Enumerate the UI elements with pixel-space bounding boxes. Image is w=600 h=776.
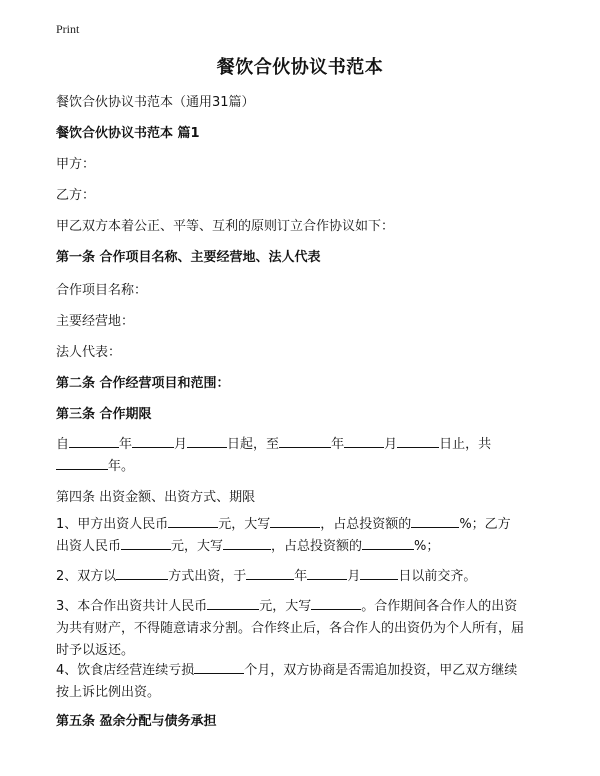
blank-field	[397, 434, 439, 448]
clause-2-text: 月	[347, 569, 361, 584]
clause-1	[56, 514, 561, 558]
clause-1-text: %；乙方	[459, 517, 511, 532]
main-place-line: 主要经营地：	[56, 314, 135, 329]
blank-field	[207, 596, 259, 610]
clause-3	[56, 596, 561, 662]
clause-2-text: 日以前交齐。	[398, 569, 477, 584]
term-month: 月	[174, 437, 188, 452]
blank-field	[246, 566, 294, 580]
blank-field	[116, 566, 168, 580]
legal-rep-line: 法人代表：	[56, 345, 122, 360]
clause-1-text: 出资人民币	[56, 539, 122, 554]
section-title: 餐饮合伙协议书范本 篇1	[56, 126, 200, 141]
clause-3-text: 为共有财产，不得随意请求分割。合作终止后，各合作人的出资仍为个人所有，届	[56, 621, 525, 636]
blank-field	[360, 566, 398, 580]
clause-1-text: 1、甲方出资人民币	[56, 517, 169, 532]
clause-1-text: 元，大写	[171, 539, 224, 554]
article-5-title: 第五条 盈余分配与债务承担	[56, 714, 217, 729]
term-month-2: 月	[384, 437, 398, 452]
clause-2-text: 2、双方以	[56, 569, 117, 584]
article-2-title: 第二条 合作经营项目和范围：	[56, 376, 230, 391]
term-from: 自	[56, 437, 70, 452]
clause-1-text: ，占总投资额的	[271, 539, 363, 554]
blank-field	[69, 434, 119, 448]
clause-4-text: 按上诉比例出资。	[56, 685, 161, 700]
blank-field	[307, 566, 347, 580]
article-3-title: 第三条 合作期限	[56, 407, 152, 422]
clause-4-text: 4、饮食店经营连续亏损	[56, 663, 195, 678]
term-years: 年。	[108, 459, 135, 474]
blank-field	[223, 536, 271, 550]
blank-field	[344, 434, 384, 448]
term-day-end: 日止，共	[439, 437, 492, 452]
document-subtitle: 餐饮合伙协议书范本（通用31篇）	[56, 95, 255, 110]
print-label: Print	[56, 22, 80, 36]
clause-1-text: ，占总投资额的	[320, 517, 412, 532]
intro-text: 甲乙双方本着公正、平等、互利的原则订立合作协议如下：	[56, 219, 395, 234]
blank-field	[411, 514, 459, 528]
blank-field	[168, 514, 218, 528]
article-1-title: 第一条 合作项目名称、主要经营地、法人代表	[56, 250, 321, 265]
blank-field	[279, 434, 331, 448]
clause-1-text: 元，大写	[218, 517, 271, 532]
blank-field	[194, 660, 244, 674]
blank-field	[132, 434, 174, 448]
term-year: 年	[119, 437, 133, 452]
blank-field	[187, 434, 227, 448]
term-day-start: 日起，至	[227, 437, 280, 452]
term-clause	[56, 434, 561, 478]
clause-1-text: %；	[414, 539, 440, 554]
clause-2	[56, 566, 561, 588]
term-year-2: 年	[331, 437, 345, 452]
blank-field	[362, 536, 414, 550]
project-name-line: 合作项目名称：	[56, 283, 148, 298]
clause-3-text: 时予以返还。	[56, 643, 135, 658]
clause-2-text: 年	[294, 569, 308, 584]
blank-field	[311, 596, 361, 610]
party-b-line: 乙方：	[56, 188, 96, 203]
clause-4-text: 个月，双方协商是否需追加投资，甲乙双方继续	[244, 663, 518, 678]
clause-3-text: 元，大写	[259, 599, 312, 614]
clause-4	[56, 660, 561, 704]
clause-2-text: 方式出资，于	[168, 569, 247, 584]
clause-3-text: 3、本合作出资共计人民币	[56, 599, 208, 614]
party-a-line: 甲方：	[56, 157, 96, 172]
clause-3-text: 。合作期间各合作人的出资	[361, 599, 518, 614]
document-title: 餐饮合伙协议书范本	[216, 57, 384, 78]
blank-field	[56, 456, 108, 470]
article-4-title: 第四条 出资金额、出资方式、期限	[56, 490, 256, 505]
blank-field	[270, 514, 320, 528]
blank-field	[121, 536, 171, 550]
